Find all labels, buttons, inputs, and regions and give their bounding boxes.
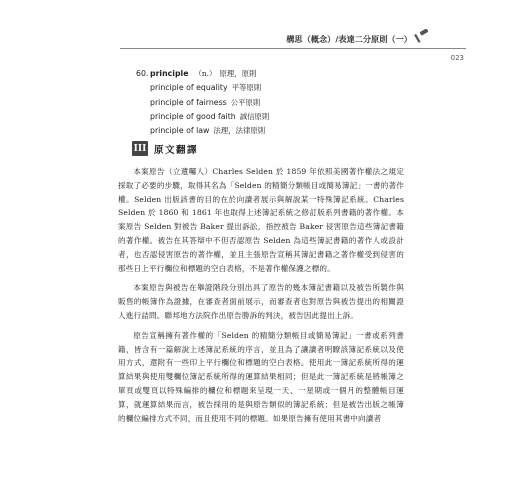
paragraph: 原告宣稱擁有著作權的「Selden 的精簡分類帳目或簡易簿記」一書或系列書籍，皆含有一篇解說上述簿記系統的序言，並且為了讓讀者明瞭該簿記系統以及使用方式，還附有一些印上平行欄位和標題的空白表格。使用此一簿記系統所得的運算結果與使用雙欄位簿記系統所得的運算結果相同；但是此一簿記系統是將帳簿之單頁或雙頁以特殊編排的欄位和標題來呈現一天、一星期或一個月的整體帳目運算，就運算結果而言，被告採用的是與原告類似的簿記系統；但是被告出版之帳簿的欄位編排方式不同，而且使用不同的標題。如果原告擁有使用其書中向讀者 [118,330,404,423]
vocab-part-of-speech: （n.） [194,69,217,78]
vocab-number: 60. [136,69,149,78]
vocab-phrase-zh: 法理，法律原則 [213,126,266,136]
section-number-badge: III [132,141,148,156]
vocab-phrase [136,124,269,138]
vocab-phrase-en: principle of good faith [150,111,236,121]
vocab-term: principle [150,69,189,78]
vocabulary-entry [136,67,269,138]
vocab-phrase-en: principle of fairness [150,97,227,107]
translation-body [118,165,404,431]
vocab-phrase [136,81,269,95]
vocab-phrase-zh: 誠信原則 [239,111,270,121]
vocab-phrase-en: principle of equality [150,83,228,93]
gavel-icon [414,29,430,43]
section-title: 原文翻譯 [154,144,199,156]
paragraph: 本案原告與被告在舉證階段分別出具了原告的幾本簿記書籍以及被告所製作與販售的帳簿作為證據，在審查者面前展示，而審查者也對原告與被告提出的相關證人進行詰問。聯邦地方法院作出原告勝訴的判決，被告因此提出上訴。 [118,283,404,320]
vocab-phrase-en: principle of law [150,126,210,136]
header-rule [120,48,466,49]
paragraph: 本案原告（立遺囑人）Charles Selden 於 1859 年依照美國著作權法之規定採取了必要的步驟，取得其名為「Selden 的精簡分類帳目或簡易簿記」一書的著作權。Selden 出版該書的目的在於向讀者展示與解說某一特殊簿記系統。Charles Selden 於 1860 和 1861 年也取得上述簿記系統之修訂版系列書籍的著作權。本案原告 Selden 對被告 Baker 提出訴訟，指控被告 Baker 侵害原告這些簿記書籍的著作權。被告在其答辯中不但否認原告 Selden 為這些簿記書籍的著作人或設計者，也否認侵害原告的著作權，並且主張原告宣稱其簿記書籍之著作權受到侵害的那些日上平行欄位和標題的空白表格，不是著作權保護之標的。 [118,167,404,273]
vocab-phrase-zh: 公平原則 [230,97,261,107]
vocab-headword-line [136,67,269,81]
chapter-title: 構思（概念）/表達二分原則（一） [286,34,412,44]
vocab-phrase-zh: 平等原則 [231,83,262,93]
section-heading [132,141,198,156]
vocab-phrase [136,96,269,110]
vocab-definition: 原理，原則 [219,69,257,78]
running-header [0,24,520,50]
vocab-phrase [136,110,269,124]
page-number: 023 [450,54,464,62]
